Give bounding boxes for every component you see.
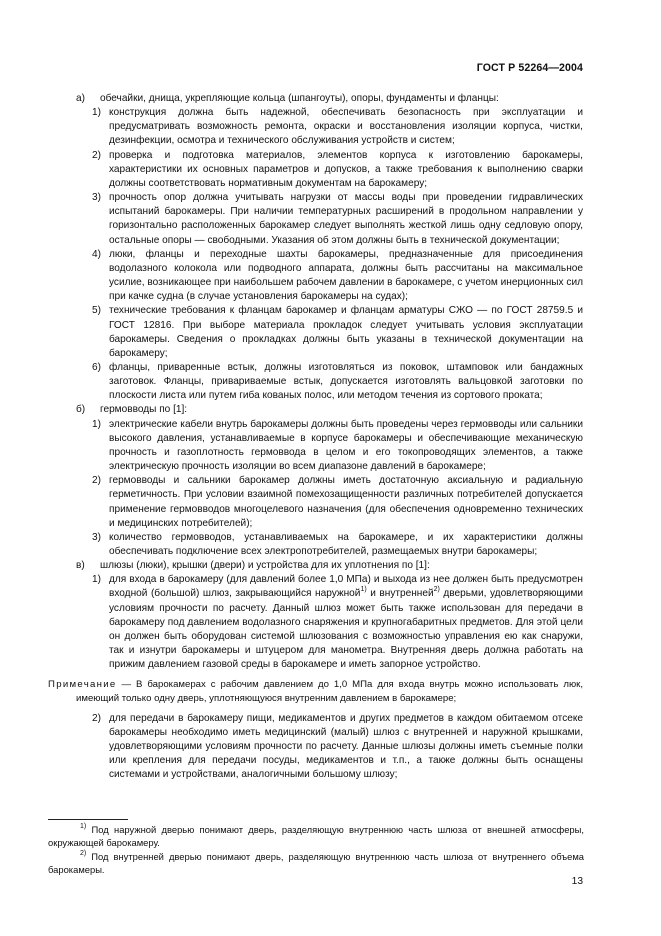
list-marker: 1) — [92, 418, 101, 430]
footnote — [48, 851, 584, 876]
section-a-heading — [76, 92, 583, 106]
list-item — [76, 304, 583, 361]
section-text: гермовводы по [1]: — [100, 404, 188, 416]
footnote-ref: 2) — [433, 586, 440, 594]
list-item-text: проверка и подготовка материалов, элементов корпуса к изготовлению барокамеры, характеристики их основных параметров и допусков, а также требования к выполнению сварки должны соответствовать нормативным документам на барокамеру; — [109, 149, 583, 189]
footnote — [48, 824, 584, 849]
footnote-divider — [48, 819, 128, 820]
list-item-text: прочность опор должна учитывать нагрузки от массы воды при проведении гидравлических испытаний барокамеры. При наличии температурных расширений в продольном направлении у горизонтально расположенных барокамер следует выполнять жесткой лишь одну седловую опору, остальные опоры — свободными. Указания об этом должны быть в технической документации; — [109, 192, 583, 246]
list-item — [76, 418, 583, 475]
list-item-text: фланцы, приваренные встык, должны изготовляться из поковок, штамповок или бандажных заготовок. Фланцы, привариваемые встык, допускается изготовлять вальцовкой заготовки по плоскости листа или путем гиба кованых полос, или методом течения из сортового проката; — [109, 361, 583, 402]
list-item-text: количество гермовводов, устанавливаемых на барокамере, и их характеристики должны обеспечивать подключение всех электропотребителей, размещаемых внутри барокамеры; — [109, 531, 583, 557]
document-body — [48, 92, 584, 783]
list-item — [76, 106, 583, 148]
list-item-text: для входа в барокамеру (для давлений более 1,0 МПа) и выхода из нее должен быть предусмотрен входной (большой) шлюз, закрывающийся наружной — [109, 574, 583, 600]
list-item — [76, 712, 583, 783]
footnote-text: Под наружной дверью понимают дверь, разделяющую внутреннюю часть шлюза от внешней атмосферы, окружающей барокамеру. — [48, 824, 584, 848]
document-header: ГОСТ Р 52264—2004 — [476, 62, 583, 74]
list-marker: б) — [76, 404, 86, 416]
note-label: Примечание — [48, 679, 117, 691]
list-marker: 6) — [92, 361, 101, 373]
section-b-heading — [76, 403, 583, 417]
list-item-text: для передачи в барокамеру пищи, медикаментов и других предметов в каждом обитаемом отсеке барокамеры необходимо иметь медицинский (малый) шлюз с внутренней и наружной крышками, удовлетворяющими условиям прочности по расчету. Данные шлюзы должны иметь съемные полки или крепления для передачи посуды, медикаментов и т.п., а также должны быть оснащены системами и устройствами, аналогичными большому шлюзу; — [109, 712, 583, 781]
list-marker: 1) — [92, 107, 101, 119]
section-text: обечайки, днища, укрепляющие кольца (шпангоуты), опоры, фундаменты и фланцы: — [100, 93, 499, 104]
footnote-marker: 2) — [80, 850, 87, 858]
list-marker: 2) — [92, 475, 101, 487]
list-marker: 3) — [92, 531, 101, 543]
list-marker: 5) — [92, 305, 101, 317]
list-marker: в) — [76, 560, 85, 572]
list-marker: 1) — [92, 574, 101, 586]
list-item-text: электрические кабели внутрь барокамеры должны быть проведены через гермовводы или сальники высокого давления, устанавливаемые в корпусе барокамеры и обеспечивающие механическую прочность и газоплотность гермоввода в целом и его токопроводящих элементов, а также электрическую прочность изоляции во всем диапазоне давлений в барокамере; — [109, 418, 583, 473]
list-item-text: гермовводы и сальники барокамер должны иметь достаточную аксиальную и радиальную герметичность. При условии взаимной помехозащищенности различных потребителей допускается применение гермовводов многоцелевого назначения (для обеспечения одновременно технических и медицинских потребителей); — [109, 475, 583, 529]
list-item — [76, 531, 583, 559]
list-marker: 2) — [92, 712, 101, 724]
list-item — [76, 361, 583, 403]
footnote-ref: 1) — [360, 586, 367, 594]
list-marker: 2) — [92, 149, 101, 161]
list-item-text: конструкция должна быть надежной, обеспечивать безопасность при эксплуатации и предусматривать возможность ремонта, окраски и восстановления изоляции корпуса, чистки, дезинфекции, осмотра и технического обслуживания устройств и систем; — [109, 107, 583, 147]
list-marker: 3) — [92, 192, 101, 204]
list-item-text: и внутренней — [366, 588, 434, 600]
section-text: шлюзы (люки), крышки (двери) и устройства для их уплотнения по [1]: — [100, 560, 430, 572]
list-item-text: технические требования к фланцам барокамер и фланцам арматуры СЖО — по ГОСТ 28759.5 и ГОСТ 12816. При выборе материала прокладок следует учитывать условия эксплуатации барокамеры. Сведения о прокладках должны быть указаны в технической документации на барокамеру; — [109, 305, 583, 359]
list-item — [76, 248, 583, 305]
list-item-text: люки, фланцы и переходные шахты барокамеры, предназначенные для присоединения водолазного колокола или подводного аппарата, должны быть рассчитаны на максимальное усилие, возникающее при наибольшем рабочем давлении в барокамере, с учетом инерционных сил при качке судна (в случае установления барокамеры на судах); — [109, 248, 583, 303]
footnote-text: Под внутренней дверью понимают дверь, разделяющую внутреннюю часть шлюза от внутреннего объема барокамеры. — [48, 851, 584, 875]
page-number: 13 — [571, 876, 583, 887]
list-item-text: дверьми, удовлетворяющими условиям прочности по расчету. Данный шлюз может быть также использован для передачи в барокамеру под давлением водолазного снаряжения и крупногабаритных предметов. Для этой цели он должен быть оборудован системой шлюзования с возможностью управления ею как снаружи, так и изнутри барокамеры и штуцером для манометра. Внутренняя дверь должна работать на прижим давлением газовой среды в барокамере и иметь запорное устройство. — [109, 588, 584, 671]
note — [48, 678, 583, 704]
footnote-marker: 1) — [80, 822, 87, 830]
footnotes — [48, 824, 584, 878]
list-item — [76, 573, 583, 672]
note-text: — В барокамерах с рабочим давлением до 1,0 МПа для входа внутрь можно использовать люк, имеющий только одну дверь, уплотняющуюся внутренним давлением в барокамере; — [76, 679, 583, 704]
list-item — [76, 474, 583, 531]
list-item — [76, 191, 583, 248]
list-marker: 4) — [92, 248, 101, 260]
section-v-heading — [76, 559, 583, 573]
list-item — [76, 149, 583, 191]
list-marker: а) — [76, 93, 85, 104]
